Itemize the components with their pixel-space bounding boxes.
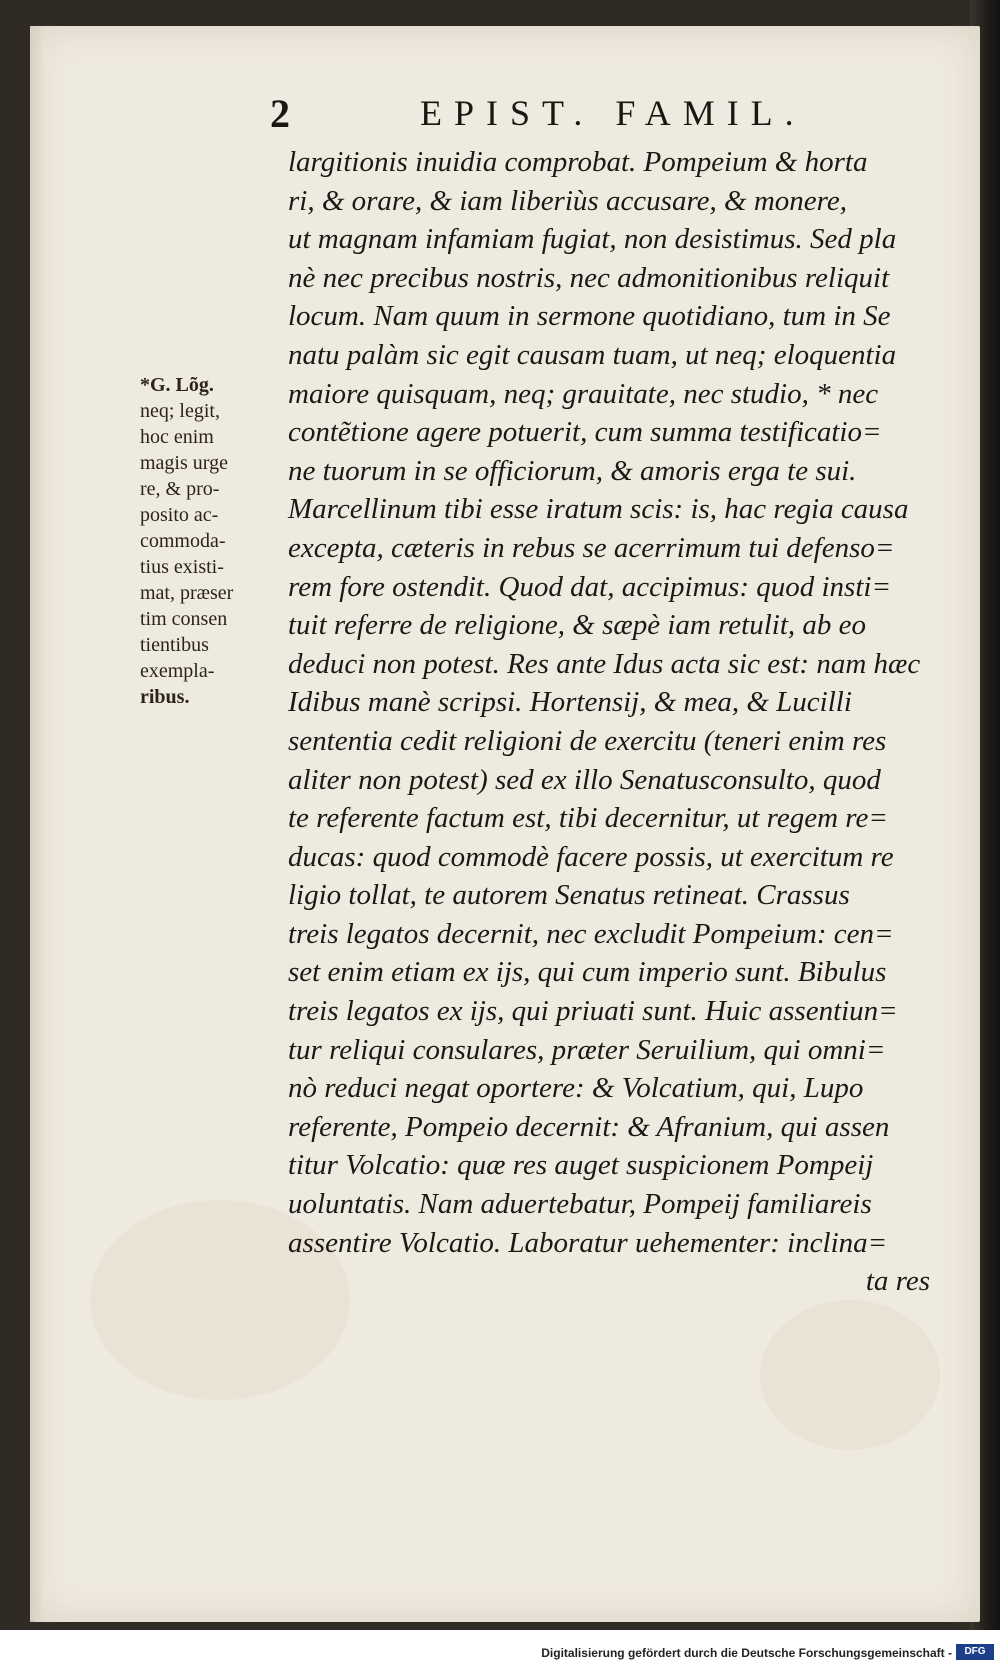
marginal-note-line: mat, præser	[140, 582, 234, 604]
text-line: rem fore ostendit. Quod dat, accipimus: quod insti=	[288, 570, 892, 603]
text-line: nò reduci negat oportere: & Volcatium, qui, Lupo	[288, 1072, 864, 1105]
marginal-note	[140, 372, 282, 710]
main-text-block	[288, 143, 938, 1301]
text-line: titur Volcatio: quæ res auget suspicionem Pompeij	[288, 1149, 874, 1182]
text-line: ut magnam infamiam fugiat, non desistimus. Sed pla	[288, 223, 897, 256]
marginal-note-line: hoc enim	[140, 426, 214, 448]
running-head: EPIST. FAMIL.	[420, 93, 806, 133]
text-line: tur reliqui consulares, præter Seruilium, qui omni=	[288, 1033, 886, 1066]
marginal-note-line: exempla-	[140, 660, 215, 682]
text-line: largitionis inuidia comprobat. Pompeium & horta	[288, 146, 868, 178]
page-stain	[760, 1300, 940, 1450]
digitization-credit: Digitalisierung gefördert durch die Deutsche Forschungsgemeinschaft -	[541, 1646, 952, 1660]
marginal-note-line: magis urge	[140, 452, 228, 474]
marginal-note-line: tim consen	[140, 608, 228, 630]
text-line: ligio tollat, te autorem Senatus retineat. Crassus	[288, 879, 850, 912]
text-line: Marcellinum tibi esse iratum scis: is, hac regia causa	[288, 493, 909, 526]
marginal-note-line: posito ac-	[140, 504, 219, 526]
text-line: nè nec precibus nostris, nec admonitionibus reliquit	[288, 261, 890, 294]
marginal-note-line: *G. Lõg.	[140, 374, 214, 396]
text-line: treis legatos decernit, nec excludit Pompeium: cen=	[288, 917, 894, 950]
marginal-note-line: ribus.	[140, 686, 190, 708]
text-line: locum. Nam quum in sermone quotidiano, tum in Se	[288, 300, 891, 333]
page-header	[270, 90, 830, 134]
text-line: set enim etiam ex ijs, qui cum imperio sunt. Bibulus	[288, 956, 887, 989]
text-line: treis legatos ex ijs, qui priuati sunt. Huic assentiun=	[288, 995, 898, 1028]
folio-number: 2	[270, 91, 290, 136]
text-line: te referente factum est, tibi decernitur, ut regem re=	[288, 802, 888, 835]
text-line: maiore quisquam, neq; grauitate, nec studio, * nec	[288, 377, 879, 410]
text-line: ducas: quod commodè facere possis, ut exercitum re	[288, 840, 894, 873]
text-line: deduci non potest. Res ante Idus acta sic est: nam hæc	[288, 647, 921, 680]
text-line: contẽtione agere potuerit, cum summa testificatio=	[288, 416, 882, 449]
marginal-note-line: re, & pro-	[140, 478, 220, 500]
text-line: uoluntatis. Nam aduertebatur, Pompeij familiareis	[288, 1188, 872, 1221]
text-line: sententia cedit religioni de exercitu (teneri enim res	[288, 724, 887, 757]
marginal-note-line: commoda-	[140, 530, 226, 552]
text-line: excepta, cæteris in rebus se acerrimum tui defenso=	[288, 531, 895, 564]
catchword-line: ta res	[865, 1265, 930, 1298]
dfg-logo: DFG	[956, 1644, 994, 1660]
text-line: ne tuorum in se officiorum, & amoris erga te sui.	[288, 454, 857, 487]
text-line: natu palàm sic egit causam tuam, ut neq; eloquentia	[288, 338, 897, 371]
text-line: Idibus manè scripsi. Hortensij, & mea, & Lucilli	[288, 686, 852, 719]
text-line: assentire Volcatio. Laboratur uehementer: inclina=	[288, 1226, 888, 1259]
marginal-note-line: tientibus	[140, 634, 209, 656]
marginal-note-line: tius existi-	[140, 556, 224, 578]
text-line: aliter non potest) sed ex illo Senatusconsulto, quod	[288, 763, 881, 796]
text-line: tuit referre de religione, & sæpè iam retulit, ab eo	[288, 609, 867, 642]
marginal-note-line: neq; legit,	[140, 400, 220, 422]
text-line: ri, & orare, & iam liberiùs accusare, & monere,	[288, 184, 848, 217]
page-gutter-shadow	[30, 26, 44, 1622]
text-line: referente, Pompeio decernit: & Afranium, qui assen	[288, 1110, 890, 1143]
